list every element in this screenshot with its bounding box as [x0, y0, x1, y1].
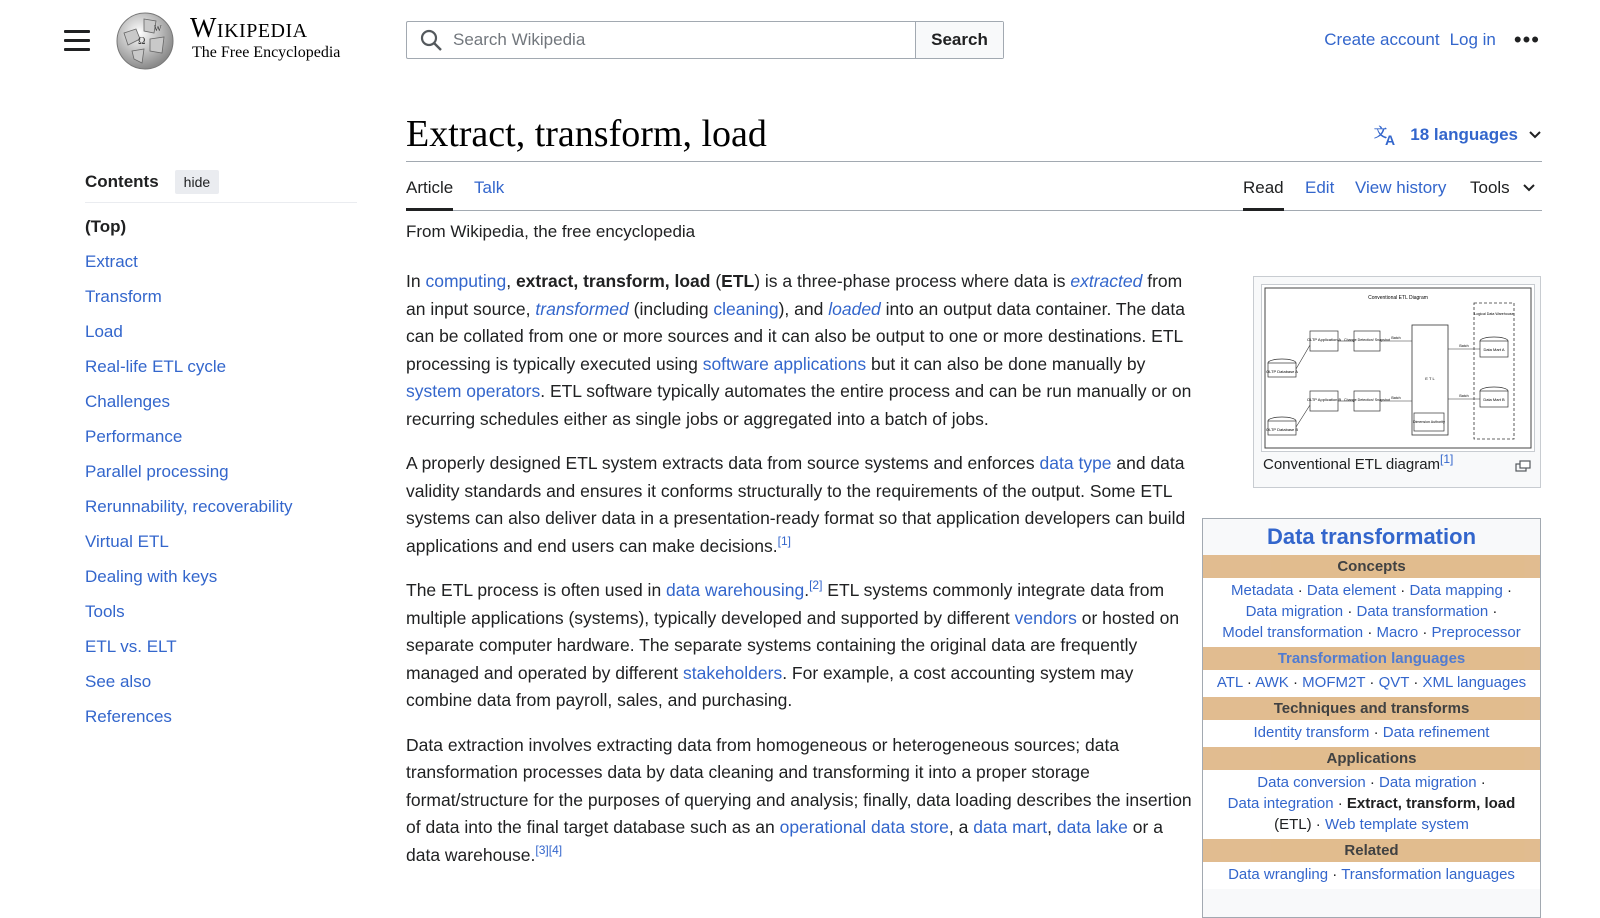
navbox-title[interactable]: Data transformation: [1266, 524, 1477, 549]
paragraph-1: [406, 268, 1196, 433]
text: and data validity standards and ensures it conforms structurally to the requirements of the output. Some ETL systems can also deliver data in a presentation-ready format so that application developers can build applications and end users can make decisions.: [406, 453, 1186, 556]
language-count: 18 languages: [1410, 125, 1518, 144]
warehouse-label: Logical Data Warehouse: [1474, 312, 1514, 316]
navbox-link[interactable]: AWK: [1255, 674, 1289, 691]
navbox-link[interactable]: Data transformation: [1356, 603, 1489, 620]
link-software-applications[interactable]: software applications: [702, 353, 867, 374]
log-in-link[interactable]: Log in: [1449, 30, 1496, 49]
toc-item-top[interactable]: (Top): [85, 217, 127, 236]
navbox-link[interactable]: MOFM2T: [1302, 674, 1366, 691]
navbox-link[interactable]: Data conversion: [1257, 774, 1366, 791]
navbox-group-list: Data conversion · Data migration · Data integration · Extract, transform, load (ETL) · Web template system: [1203, 770, 1540, 839]
text: In: [406, 271, 426, 291]
chevron-down-icon: [1522, 183, 1536, 193]
navbox-link[interactable]: Model transformation: [1222, 624, 1364, 641]
create-account-link[interactable]: Create account: [1324, 30, 1440, 49]
navbox-group-title: Applications: [1203, 747, 1540, 770]
batch-label: Batch: [1459, 394, 1469, 398]
link-vendors[interactable]: vendors: [1014, 607, 1077, 628]
navbox-link[interactable]: Data migration: [1245, 603, 1344, 620]
search-input[interactable]: [451, 29, 875, 51]
menu-bar: [64, 30, 90, 33]
toc-item-virtual-etl[interactable]: Virtual ETL: [85, 532, 169, 551]
tab-edit[interactable]: Edit: [1305, 178, 1335, 197]
enlarge-icon[interactable]: [1515, 460, 1531, 472]
navbox-link[interactable]: Identity transform: [1253, 724, 1370, 741]
navbox-current-page: Extract, transform, load: [1346, 795, 1516, 812]
toc-item-references[interactable]: References: [85, 707, 172, 726]
toc-hide-button[interactable]: hide: [175, 170, 219, 194]
svg-text:A: A: [1385, 132, 1396, 146]
etl-block-label: E T L: [1425, 376, 1435, 381]
caption-text: Conventional ETL diagram: [1263, 456, 1441, 473]
navbox-group-title: Concepts: [1203, 555, 1540, 578]
text: ETL systems commonly integrate data from multiple applications (systems), typically developed and supported by different: [406, 580, 1165, 628]
toc-title: Contents: [85, 172, 159, 191]
navbox-link[interactable]: Data wrangling: [1228, 866, 1329, 883]
text: Data extraction involves extracting data from homogeneous or heterogeneous sources; data transformation processes data by data cleaning and transforming it into a proper storage format/structure for the purposes of querying and analysis; finally, data loading describes the insertion of data into the final target database such as an: [406, 734, 1192, 837]
text: ), and: [778, 298, 829, 319]
navbox-group-list: Data wrangling · Transformation languages: [1203, 862, 1540, 889]
link-transformed[interactable]: transformed: [535, 298, 629, 319]
navbox-link[interactable]: Preprocessor: [1431, 624, 1521, 641]
tab-tools[interactable]: [1470, 178, 1536, 208]
navbox-link[interactable]: Data element: [1306, 582, 1397, 599]
toc-item-transform[interactable]: Transform: [85, 287, 162, 306]
more-options-icon[interactable]: •••: [1513, 27, 1540, 52]
search-icon: [419, 28, 443, 52]
reference-1[interactable]: [1]: [777, 533, 791, 548]
text: The ETL process is often used in: [406, 580, 667, 600]
oltp-app-b-label: OLTP Application B: [1306, 397, 1342, 402]
wikipedia-globe-logo[interactable]: [114, 11, 178, 71]
link-operational-data-store[interactable]: operational data store: [779, 817, 949, 837]
oltp-db-b-label: OLTP Database B: [1265, 427, 1299, 432]
title-divider: [406, 161, 1542, 162]
toc-item-tools[interactable]: Tools: [85, 602, 125, 621]
data-mart-a-label: Data Mart A: [1483, 347, 1505, 352]
text: but it can also be done manually by: [866, 353, 1146, 374]
translate-icon: [1374, 124, 1400, 146]
text: or a data warehouse.: [406, 817, 1163, 865]
navbox-group-title-link[interactable]: Transformation languages: [1203, 647, 1540, 670]
wikipedia-wordmark[interactable]: [190, 14, 340, 62]
oltp-db-a-label: OLTP Database A: [1266, 369, 1298, 374]
etl-diagram-thumbnail: [1253, 276, 1541, 488]
link-system-operators[interactable]: system operators: [406, 381, 541, 401]
caption-reference-1[interactable]: [1]: [1440, 452, 1454, 466]
search-field-wrap: [407, 22, 915, 58]
reference-4[interactable]: [4]: [548, 842, 563, 857]
paragraph-4: [406, 732, 1196, 870]
toc-item-real-life-etl-cycle[interactable]: Real-life ETL cycle: [85, 357, 227, 376]
toc-list: [85, 217, 357, 742]
paragraph-3: [406, 577, 1196, 715]
toc-header: [85, 170, 357, 203]
svg-text:文: 文: [1374, 126, 1388, 141]
data-mart-b-label: Data Mart B: [1483, 397, 1505, 402]
search-box: [406, 21, 1004, 59]
batch-label: Batch: [1459, 344, 1469, 348]
navbox-link[interactable]: Data mapping: [1409, 582, 1503, 599]
text: ,: [1047, 817, 1057, 837]
toc-item-etl-vs-elt[interactable]: ETL vs. ELT: [85, 637, 177, 656]
navbox-text: (ETL): [1274, 816, 1312, 833]
text: ) is a three-phase process where data is: [754, 271, 1071, 291]
page-tabs: [406, 178, 1542, 211]
etl-diagram-image[interactable]: [1261, 284, 1535, 452]
navbox-link[interactable]: QVT: [1378, 674, 1410, 691]
bold-acronym: ETL: [721, 271, 755, 291]
bold-term: extract, transform, load: [515, 271, 711, 291]
search-button[interactable]: Search: [915, 22, 1003, 58]
dimension-authority-label: Dimension Authority: [1413, 420, 1445, 424]
navbox-group-list: ATL · AWK · MOFM2T · QVT · XML languages: [1203, 670, 1540, 697]
navbox-link[interactable]: Data refinement: [1382, 724, 1490, 741]
thumbnail-caption: [1263, 452, 1454, 473]
navbox-link[interactable]: Transformation languages: [1341, 866, 1515, 883]
tools-label: Tools: [1470, 178, 1510, 197]
reference-3[interactable]: [3]: [535, 842, 549, 857]
navbox-group-title: Techniques and transforms: [1203, 697, 1540, 720]
main-menu-button[interactable]: [64, 30, 90, 52]
tab-talk[interactable]: Talk: [474, 178, 505, 197]
link-loaded[interactable]: loaded: [828, 298, 881, 319]
toc-item-load[interactable]: Load: [85, 322, 123, 341]
oltp-app-a-label: OLTP Application A: [1306, 337, 1342, 342]
toc-item-challenges[interactable]: Challenges: [85, 392, 171, 411]
text: ,: [506, 271, 516, 291]
navbox-group-list: Identity transform · Data refinement: [1203, 720, 1540, 747]
navbox-link[interactable]: Macro: [1376, 624, 1419, 641]
data-transformation-navbox: [1202, 518, 1541, 918]
navbox-link[interactable]: XML languages: [1422, 674, 1527, 691]
toc-item-parallel-processing[interactable]: Parallel processing: [85, 462, 229, 481]
svg-text:W: W: [154, 24, 162, 33]
navbox-group-list: Metadata · Data element · Data mapping · Data migration · Data transformation · Model transformation · Macro · Preprocessor: [1203, 578, 1540, 647]
link-stakeholders[interactable]: stakeholders: [682, 662, 783, 683]
table-of-contents: [85, 170, 357, 742]
text: . For example, a cost accounting system may combine data from payroll, sales, and purchasing.: [406, 662, 1134, 710]
cdc-b-label: Change Detection/ Snapshot: [1344, 398, 1390, 402]
navbox-group-title: Related: [1203, 839, 1540, 862]
link-cleaning[interactable]: cleaning: [713, 298, 779, 319]
navbox-link[interactable]: ATL: [1216, 674, 1243, 691]
chevron-down-icon: [1528, 130, 1542, 140]
text: (: [710, 271, 722, 291]
page-title: Extract, transform, load: [406, 113, 767, 155]
personal-tools: [1324, 27, 1540, 52]
language-selector[interactable]: [1374, 124, 1542, 146]
reference-2[interactable]: [2]: [809, 578, 823, 593]
article-body: [406, 268, 1196, 886]
batch-label: Batch: [1391, 396, 1401, 400]
link-data-lake[interactable]: data lake: [1056, 817, 1128, 837]
text: .: [804, 580, 810, 600]
link-data-warehousing[interactable]: data warehousing: [666, 580, 805, 600]
navbox-link[interactable]: Data migration: [1379, 774, 1477, 791]
text: or hosted on separate computer hardware. The separate systems containing the original data are frequently managed and operated by different: [406, 607, 1180, 683]
navbox-link[interactable]: Metadata: [1230, 582, 1294, 599]
logo-tagline: The Free Encyclopedia: [192, 44, 341, 61]
toc-item-extract[interactable]: Extract: [85, 252, 138, 271]
svg-text:Ω: Ω: [138, 36, 146, 47]
menu-bar: [64, 39, 90, 42]
tab-article[interactable]: Article: [406, 178, 453, 211]
text: into an output data container. The data can be collated from one or more sources and it can also be output to one or more destinations. ETL processing is typically executed using: [406, 298, 1186, 374]
logo-title: Wikipedia: [190, 13, 308, 44]
toc-item-dealing-with-keys[interactable]: Dealing with keys: [85, 567, 218, 586]
text: (including: [628, 298, 714, 319]
link-data-mart[interactable]: data mart: [973, 817, 1048, 837]
menu-bar: [64, 48, 90, 51]
site-tagline: From Wikipedia, the free encyclopedia: [406, 222, 696, 241]
batch-label: Batch: [1391, 336, 1401, 340]
text: . ETL software typically automates the entire process and can be run manually or on recurring schedules either as single jobs or aggregated into a batch of jobs.: [406, 381, 1192, 429]
navbox-link[interactable]: Data integration: [1227, 795, 1334, 812]
link-data-type[interactable]: data type: [1039, 453, 1112, 473]
diagram-title: Conventional ETL Diagram: [1368, 295, 1428, 301]
text: from an input source,: [406, 271, 1183, 319]
toc-item-rerunnability[interactable]: Rerunnability, recoverability: [85, 497, 293, 516]
tab-view-history[interactable]: View history: [1355, 178, 1447, 197]
paragraph-2: [406, 450, 1196, 560]
link-extracted[interactable]: extracted: [1070, 271, 1143, 291]
link-computing[interactable]: computing: [425, 271, 507, 291]
cdc-a-label: Change Detection/ Snapshot: [1344, 338, 1390, 342]
text: , a: [948, 817, 974, 837]
toc-item-see-also[interactable]: See also: [85, 672, 152, 691]
text: A properly designed ETL system extracts data from source systems and enforces: [406, 453, 1040, 473]
toc-item-performance[interactable]: Performance: [85, 427, 183, 446]
tab-read[interactable]: Read: [1243, 178, 1284, 211]
navbox-link[interactable]: Web template system: [1324, 816, 1469, 833]
